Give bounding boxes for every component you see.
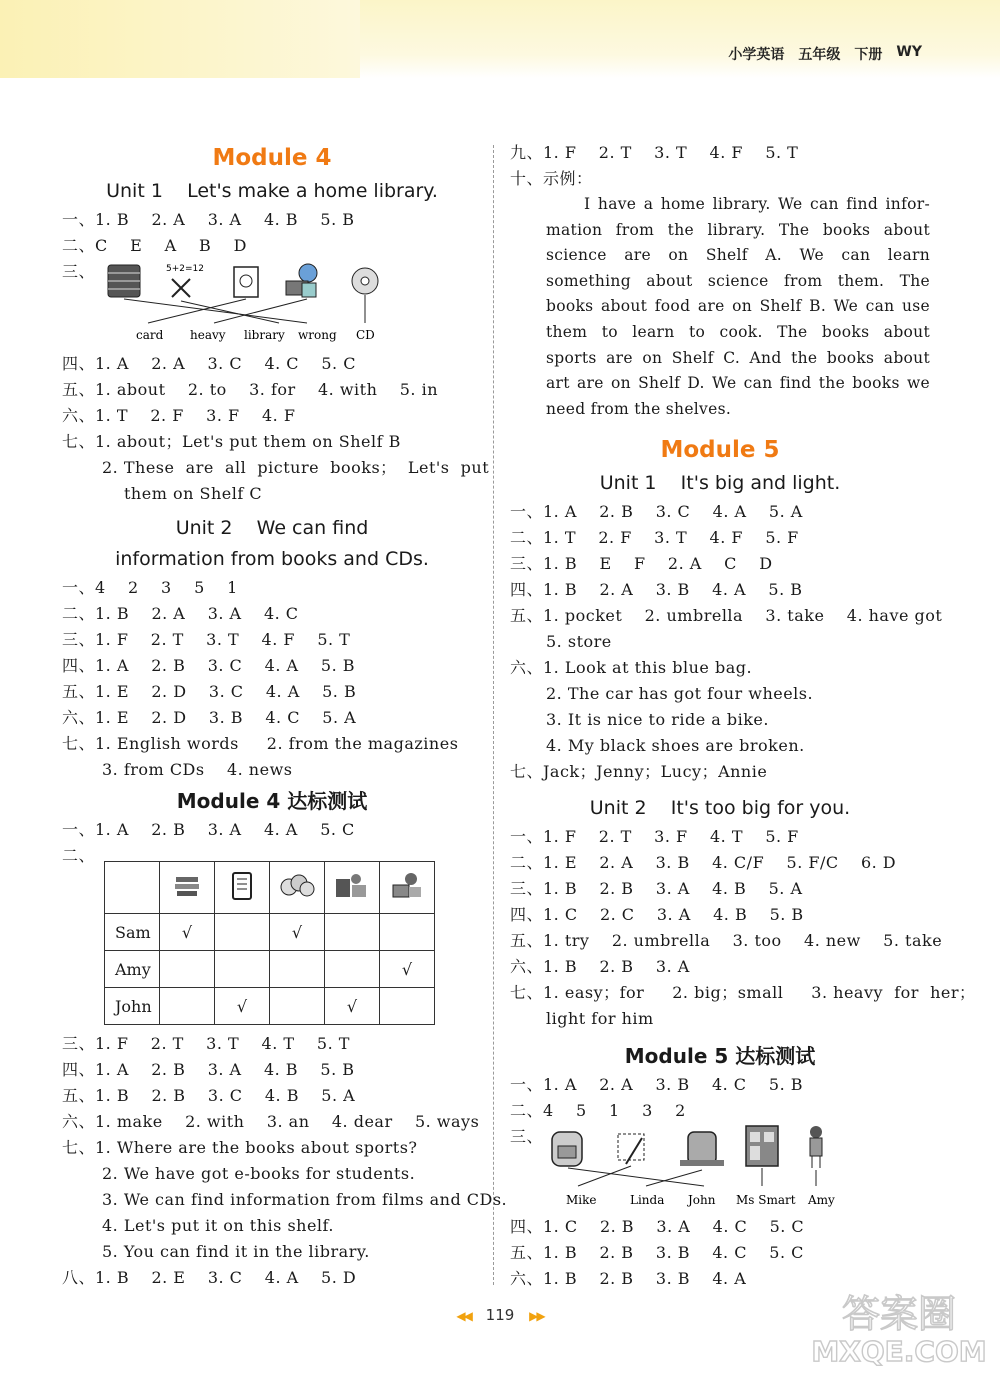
- answer-line: 五、1. try 2. umbrella 3. too 4. new 5. take: [510, 931, 943, 951]
- answer-line: 六、1. B 2. B 3. B 4. A: [510, 1269, 747, 1289]
- watermark-text-cn: 答案圈: [841, 1292, 957, 1336]
- answer-line: 二、1. B 2. A 3. A 4. C: [62, 604, 299, 623]
- answer-line: 一、1. B 2. A 3. A 4. B 5. B: [62, 210, 355, 229]
- watermark-logo: [807, 1285, 992, 1367]
- watermark-text-url: MXQE.COM: [811, 1335, 987, 1367]
- matching-illustration: [102, 259, 422, 351]
- answer-line: 七、Jack；Jenny；Lucy；Annie: [510, 762, 768, 782]
- answer-line: 3. It is nice to ride a bike.: [546, 710, 769, 730]
- module4-title: Module 4: [212, 145, 332, 171]
- answer-line: 七、1. about；Let's put them on Shelf B: [62, 432, 401, 451]
- pic-label: heavy: [190, 328, 226, 342]
- answer-line: them on Shelf C: [124, 484, 263, 503]
- answer-line: 三、1. B E F 2. A C D: [510, 554, 773, 574]
- answer-line: 2. We have got e-books for students.: [102, 1164, 416, 1183]
- matching-pictures: [62, 259, 482, 351]
- answer-line: 4. My black shoes are broken.: [546, 736, 805, 756]
- matching-illustration-module5: [546, 1124, 876, 1214]
- check-mark: [270, 988, 325, 1025]
- check-mark: √: [160, 914, 215, 951]
- answer-line: 二、1. E 2. A 3. B 4. C/F 5. F/C 6. D: [510, 853, 897, 873]
- essay-line: science are on Shelf A. We can learn: [546, 246, 930, 265]
- pic-label: Mike: [566, 1193, 597, 1208]
- math-expression: 5+2=12: [166, 264, 204, 274]
- answer-line: 四、1. C 2. B 3. A 4. C 5. C: [510, 1217, 805, 1237]
- essay-line: mation from the library. The books about: [546, 220, 930, 239]
- answer-line: 七、1. Where are the books about sports?: [62, 1138, 418, 1157]
- left-column: [62, 140, 508, 1291]
- page-number: 119: [485, 1306, 515, 1324]
- check-mark: [380, 914, 435, 951]
- check-mark: [325, 951, 380, 988]
- answer-line: 一、4 2 3 5 1: [62, 578, 238, 597]
- answer-line: light for him: [546, 1009, 654, 1029]
- answer-line: 四、1. A 2. A 3. C 4. C 5. C: [62, 354, 356, 373]
- locker-icon: [746, 1126, 778, 1166]
- answer-line: 六、1. E 2. D 3. B 4. C 5. A: [62, 708, 357, 727]
- cd-icon: [352, 268, 378, 294]
- check-mark: [270, 951, 325, 988]
- table-row: [105, 988, 435, 1025]
- table-header-row: [105, 862, 435, 914]
- column-divider: [493, 145, 494, 1285]
- answer-line: 四、1. A 2. B 3. C 4. A 5. B: [62, 656, 356, 675]
- module4-test-title: Module 4 达标测试: [176, 789, 368, 813]
- essay-line: art are on Shelf D. We can find the books we: [546, 374, 930, 393]
- module5-unit2-title: Unit 2 It's too big for you.: [589, 797, 851, 820]
- check-mark: √: [380, 951, 435, 988]
- answer-line: 三、1. B 2. B 3. A 4. B 5. A: [510, 879, 803, 899]
- prev-arrows-icon: ◀◀: [456, 1309, 471, 1323]
- sample-essay: [510, 192, 930, 422]
- answer-line: 一、1. F 2. T 3. F 4. T 5. F: [510, 827, 799, 847]
- check-mark: [380, 988, 435, 1025]
- answer-line: 一、1. A 2. A 3. B 4. C 5. B: [510, 1075, 804, 1095]
- ebook-icon: [215, 862, 270, 914]
- answer-line: 2. The car has got four wheels.: [546, 684, 814, 704]
- pic-label: John: [688, 1193, 716, 1208]
- matching-pictures-module5: [510, 1124, 930, 1214]
- pic-label: Ms Smart: [736, 1193, 796, 1208]
- computer-user-icon: [380, 862, 435, 914]
- answer-line: 2. These are all picture books； Let's put: [102, 458, 490, 477]
- answer-line: 三、: [62, 262, 96, 281]
- answer-line: 3. We can find information from films and CDs.: [102, 1190, 508, 1209]
- essay-line: them to learn to cook. The books about: [546, 322, 930, 341]
- answer-line: 六、1. Look at this blue bag.: [510, 658, 753, 678]
- answer-line: 五、1. B 2. B 3. B 4. C 5. C: [510, 1243, 804, 1263]
- cds-icon: [270, 862, 325, 914]
- answer-line: 四、1. A 2. B 3. A 4. B 5. B: [62, 1060, 355, 1079]
- header-volume: 下册: [854, 47, 883, 63]
- answer-line: 五、1. pocket 2. umbrella 3. take 4. have got: [510, 606, 943, 626]
- answer-line: 十、示例：: [510, 169, 593, 188]
- module5-title: Module 5: [660, 437, 780, 464]
- right-column: [510, 140, 976, 1292]
- wrong-cross-icon: [166, 264, 204, 297]
- books-stack-icon: [108, 265, 140, 297]
- check-mark: [160, 988, 215, 1025]
- answer-line: 六、1. make 2. with 3. an 4. dear 5. ways: [62, 1112, 480, 1131]
- check-mark: √: [325, 988, 380, 1025]
- answer-line: 六、1. B 2. B 3. A: [510, 957, 690, 977]
- answer-line: 四、1. B 2. A 3. B 4. A 5. B: [510, 580, 803, 600]
- card-icon: [234, 267, 258, 297]
- table-corner-cell: [105, 862, 160, 914]
- pic-label: card: [136, 328, 164, 342]
- check-mark: [215, 951, 270, 988]
- answer-line: 一、1. A 2. B 3. C 4. A 5. A: [510, 502, 803, 522]
- check-mark: √: [215, 988, 270, 1025]
- answer-line: 五、1. about 2. to 3. for 4. with 5. in: [62, 380, 439, 399]
- header-edition: WY: [896, 44, 922, 60]
- answer-line: 六、1. T 2. F 3. F 4. F: [62, 406, 296, 425]
- header-subject: 小学英语: [728, 47, 785, 63]
- survey-table: [104, 861, 435, 1025]
- answer-line: 二、: [62, 846, 96, 865]
- answer-line: 七、1. English words 2. from the magazines: [62, 734, 459, 753]
- backpack-icon: [552, 1132, 582, 1166]
- answer-line: 七、1. easy；for 2. big；small 3. heavy for her；: [510, 983, 976, 1003]
- module5-test-title: Module 5 达标测试: [624, 1044, 816, 1069]
- pic-label: wrong: [298, 328, 337, 342]
- module4-unit2-title-a: Unit 2 We can find: [175, 517, 369, 539]
- module4-unit1-title: Unit 1 Let's make a home library.: [106, 180, 438, 202]
- table-row: [105, 914, 435, 951]
- answer-line: 5. You can find it in the library.: [102, 1242, 370, 1261]
- pic-label: Amy: [808, 1193, 835, 1208]
- answer-line: 五、1. B 2. B 3. C 4. B 5. A: [62, 1086, 356, 1105]
- pic-label: Linda: [630, 1193, 665, 1208]
- magazines-icon: [160, 862, 215, 914]
- pic-label: library: [244, 328, 285, 342]
- answer-line: 3. from CDs 4. news: [102, 760, 293, 779]
- module4-unit2-title-b: information from books and CDs.: [115, 548, 429, 570]
- answer-line: 八、1. B 2. E 3. C 4. A 5. D: [62, 1268, 357, 1287]
- answer-line: 四、1. C 2. C 3. A 4. B 5. B: [510, 905, 804, 925]
- answer-line: 一、1. A 2. B 3. A 4. A 5. C: [62, 820, 355, 839]
- next-arrows-icon: ▶▶: [529, 1309, 544, 1323]
- reading-books-icon: [325, 862, 380, 914]
- essay-line: need from the shelves.: [546, 399, 732, 418]
- answer-line: 二、C E A B D: [62, 236, 247, 255]
- check-mark: √: [270, 914, 325, 951]
- table-row: [105, 951, 435, 988]
- answer-line: 九、1. F 2. T 3. T 4. F 5. T: [510, 143, 799, 162]
- top-band-gradient: [0, 0, 360, 78]
- girl-icon: [810, 1126, 822, 1168]
- boy-carrying-icon: [286, 264, 317, 297]
- row-name: Sam: [105, 914, 160, 951]
- module5-unit1-title: Unit 1 It's big and light.: [599, 472, 841, 495]
- answer-line: 4. Let's put it on this shelf.: [102, 1216, 334, 1235]
- essay-line: books about food are on Shelf B. We can use: [546, 297, 930, 316]
- pencil-drawing-icon: [618, 1134, 644, 1164]
- answer-line: 三、1. F 2. T 3. T 4. F 5. T: [62, 630, 351, 649]
- essay-line: I have a home library. We can find infor-: [584, 195, 930, 213]
- header-grade: 五年级: [798, 47, 841, 63]
- check-mark: [325, 914, 380, 951]
- answer-line: 5. store: [546, 632, 612, 652]
- answer-line: 五、1. E 2. D 3. C 4. A 5. B: [62, 682, 357, 701]
- pic-label: CD: [356, 328, 375, 342]
- essay-line: something about science from them. The: [546, 271, 930, 290]
- answer-line: 二、4 5 1 3 2: [510, 1101, 686, 1121]
- essay-line: sports are on Shelf C. And the books about: [546, 348, 930, 367]
- answer-line: 三、1. F 2. T 3. T 4. T 5. T: [62, 1034, 350, 1053]
- page-header: [728, 44, 922, 64]
- answer-line: 二、1. T 2. F 3. T 4. F 5. F: [510, 528, 799, 548]
- schoolbag-icon: [680, 1132, 724, 1166]
- row-name: John: [105, 988, 160, 1025]
- answer-line: 三、: [510, 1127, 544, 1147]
- row-name: Amy: [105, 951, 160, 988]
- check-mark: [160, 951, 215, 988]
- check-mark: [215, 914, 270, 951]
